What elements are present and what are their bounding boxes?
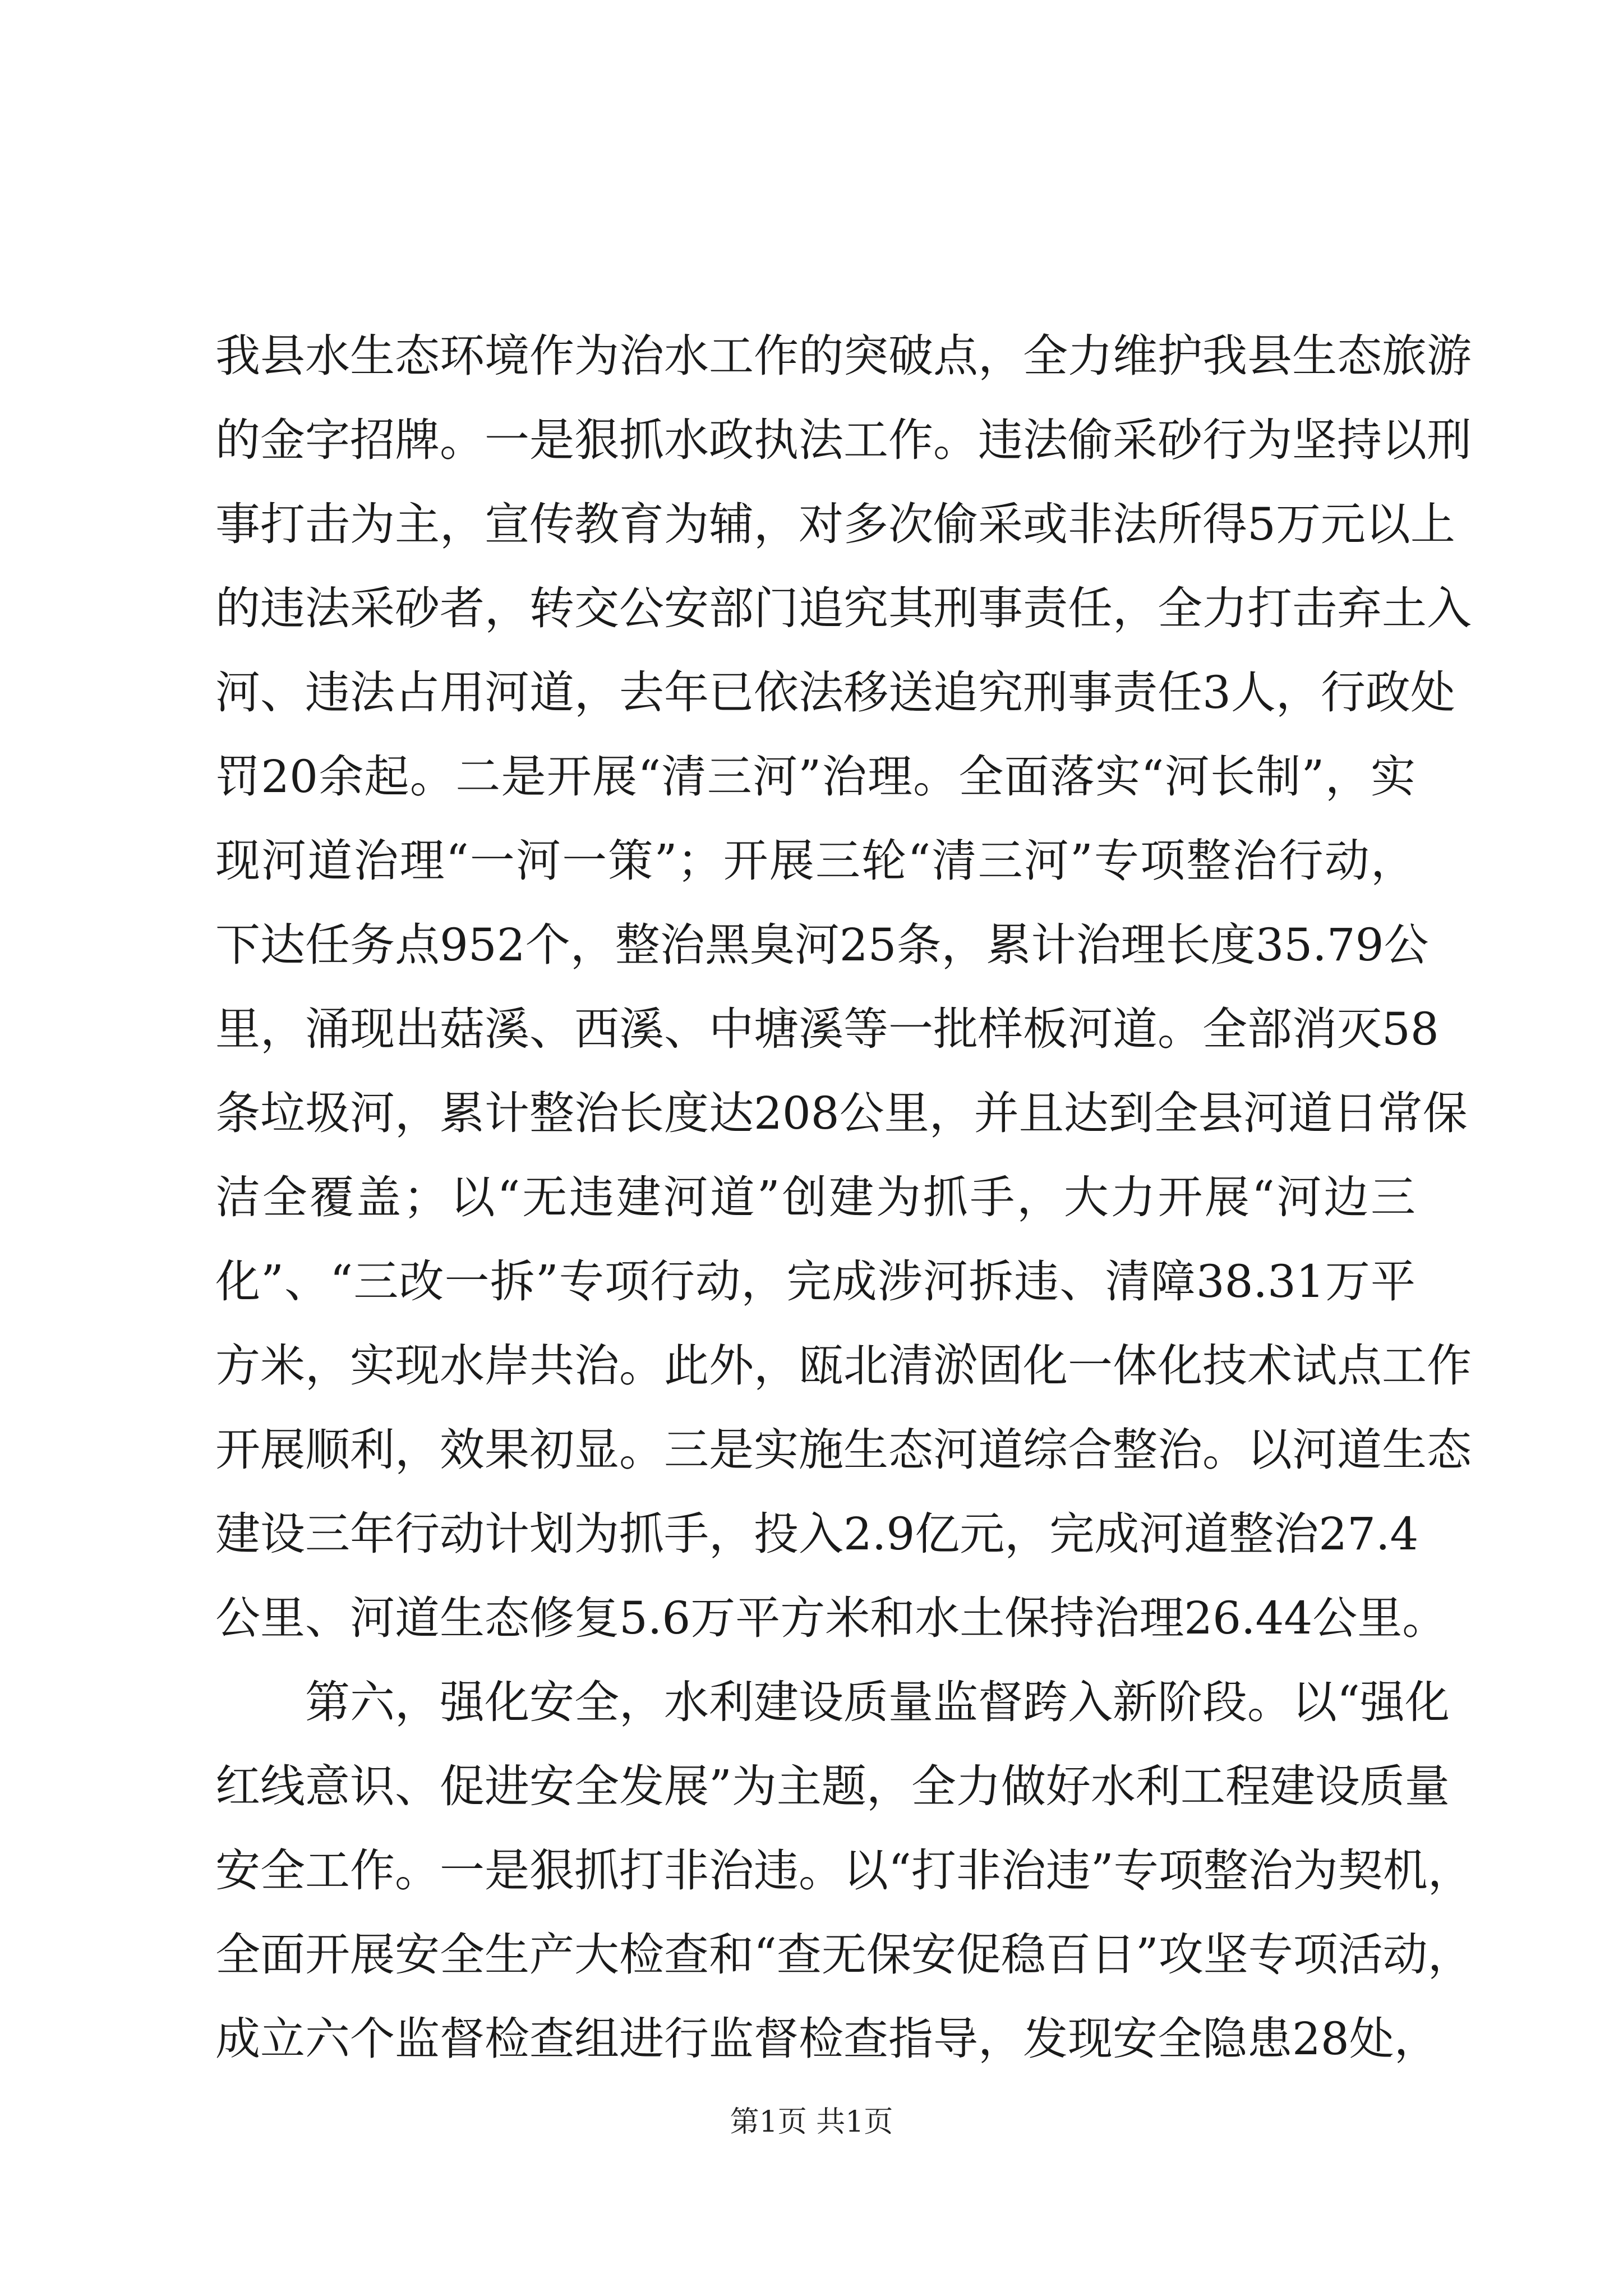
text-line: 罚20余起。二是开展“清三河”治理。全面落实“河长制”，实 <box>215 751 1415 803</box>
text-line: 开展顺利，效果初显。三是实施生态河道综合整治。以河道生态 <box>215 1424 1472 1476</box>
text-line: 条垃圾河，累计整治长度达208公里，并且达到全县河道日常保 <box>215 1087 1468 1139</box>
text-line: 成立六个监督检查组进行监督检查指导，发现安全隐患28处， <box>215 2013 1439 2065</box>
text-line: 化”、“三改一拆”专项行动，完成涉河拆违、清障38.31万平 <box>215 1255 1415 1308</box>
text-line: 公里、河道生态修复5.6万平方米和水土保持治理26.44公里。 <box>215 1592 1447 1644</box>
text-line: 现河道治理“一河一策”；开展三轮“清三河”专项整治行动， <box>215 835 1415 887</box>
text-line: 红线意识、促进安全发展”为主题，全力做好水利工程建设质量 <box>215 1760 1450 1812</box>
body-text <box>215 314 1473 2081</box>
text-line: 下达任务点952个，整治黑臭河25条，累计治理长度35.79公 <box>215 919 1429 971</box>
text-line: 河、违法占用河道，去年已依法移送追究刑事责任3人，行政处 <box>215 666 1455 719</box>
text-line: 里，涌现出菇溪、西溪、中塘溪等一批样板河道。全部消灭58 <box>215 1003 1439 1055</box>
text-line: 的金字招牌。一是狠抓水政执法工作。违法偷采砂行为坚持以刑 <box>215 414 1472 466</box>
page-number: 第1页 共1页 <box>730 2105 893 2139</box>
text-line: 我县水生态环境作为治水工作的突破点，全力维护我县生态旅游 <box>215 330 1472 382</box>
text-line: 建设三年行动计划为抓手，投入2.9亿元，完成河道整治27.4 <box>215 1508 1419 1560</box>
text-line: 全面开展安全生产大检查和“查无保安促稳百日”攻坚专项活动， <box>215 1929 1473 1981</box>
text-line: 洁全覆盖；以“无违建河道”创建为抓手，大力开展“河边三 <box>215 1171 1415 1223</box>
text-line: 的违法采砂者，转交公安部门追究其刑事责任，全力打击弃土入 <box>215 582 1472 634</box>
text-line: 安全工作。一是狠抓打非治违。以“打非治违”专项整治为契机， <box>215 1844 1473 1897</box>
text-line: 方米，实现水岸共治。此外，瓯北清淤固化一体化技术试点工作 <box>215 1340 1472 1392</box>
text-line: 事打击为主，宣传教育为辅，对多次偷采或非法所得5万元以上 <box>215 498 1455 550</box>
page-footer <box>0 2098 1623 2140</box>
text-line: 第六，强化安全，水利建设质量监督跨入新阶段。以“强化 <box>215 1676 1450 1728</box>
